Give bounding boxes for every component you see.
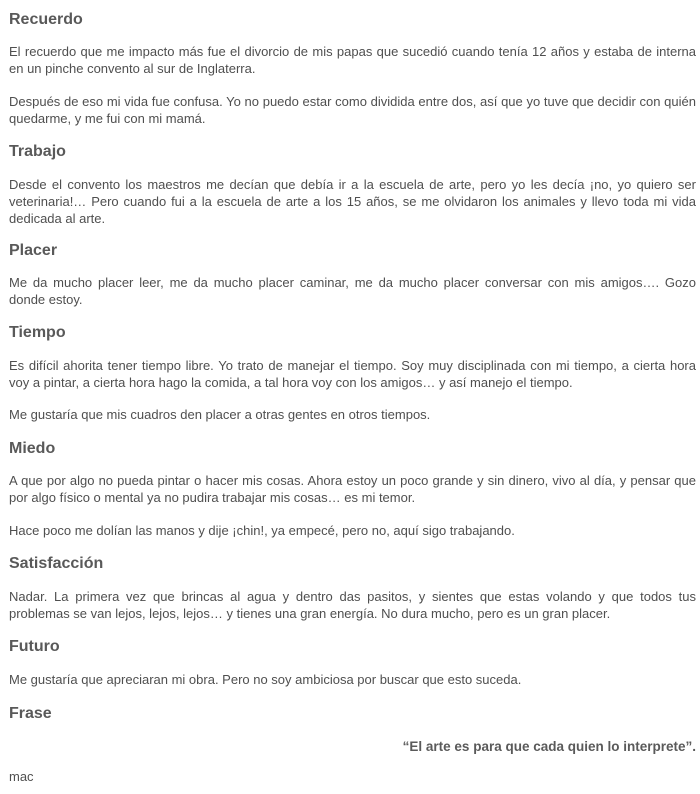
section-heading-tiempo: Tiempo [9,324,66,341]
section-heading-recuerdo: Recuerdo [9,11,83,28]
signature: mac [9,769,34,784]
section-heading-placer: Placer [9,242,58,259]
section-heading-frase: Frase [9,705,52,722]
section-paragraph: Después de eso mi vida fue confusa. Yo no puedo estar como dividida entre dos, así que yo tuve que decidir con quién quedarme, y me fui con mi mamá. [9,94,696,126]
section-paragraph: Hace poco me dolían las manos y dije ¡chin!, ya empecé, pero no, aquí sigo trabajando. [9,523,515,538]
section-paragraph: Nadar. La primera vez que brincas al agua y dentro das pasitos, y sientes que estas volando y que todos tus problemas se van lejos, lejos, lejos… y tienes una gran energía. No dura mucho, pero es un gran placer. [9,589,696,621]
section-heading-trabajo: Trabajo [9,143,66,160]
section-paragraph: Me da mucho placer leer, me da mucho placer caminar, me da mucho placer conversar con mis amigos…. Gozo donde estoy. [9,275,696,307]
quote-text: “El arte es para que cada quien lo interprete”. [402,739,696,754]
section-heading-satisfaccion: Satisfacción [9,555,104,572]
section-paragraph: Desde el convento los maestros me decían que debía ir a la escuela de arte, pero yo les decía ¡no, yo quiero ser veterinaria!… Pero cuando fui a la escuela de arte a los 15 años, se me olvidaron los animales y llevo toda mi vida dedicada al arte. [9,177,696,226]
section-paragraph: Es difícil ahorita tener tiempo libre. Yo trato de manejar el tiempo. Soy muy disciplinada con mi tiempo, a cierta hora voy a pintar, a cierta hora hago la comida, a tal hora voy con los amigos… y así manejo el tiempo. [9,358,696,390]
section-heading-futuro: Futuro [9,638,60,655]
section-paragraph: A que por algo no pueda pintar o hacer mis cosas. Ahora estoy un poco grande y sin dinero, vivo al día, y pensar que por algo físico o mental ya no pudira trabajar mis cosas… es mi temor. [9,473,696,505]
section-paragraph: Me gustaría que apreciaran mi obra. Pero no soy ambiciosa por buscar que esto suceda. [9,672,522,687]
section-heading-miedo: Miedo [9,440,56,457]
section-paragraph: El recuerdo que me impacto más fue el divorcio de mis papas que sucedió cuando tenía 12 años y estaba de interna en un pinche convento al sur de Inglaterra. [9,44,696,76]
section-paragraph: Me gustaría que mis cuadros den placer a otras gentes en otros tiempos. [9,407,431,422]
